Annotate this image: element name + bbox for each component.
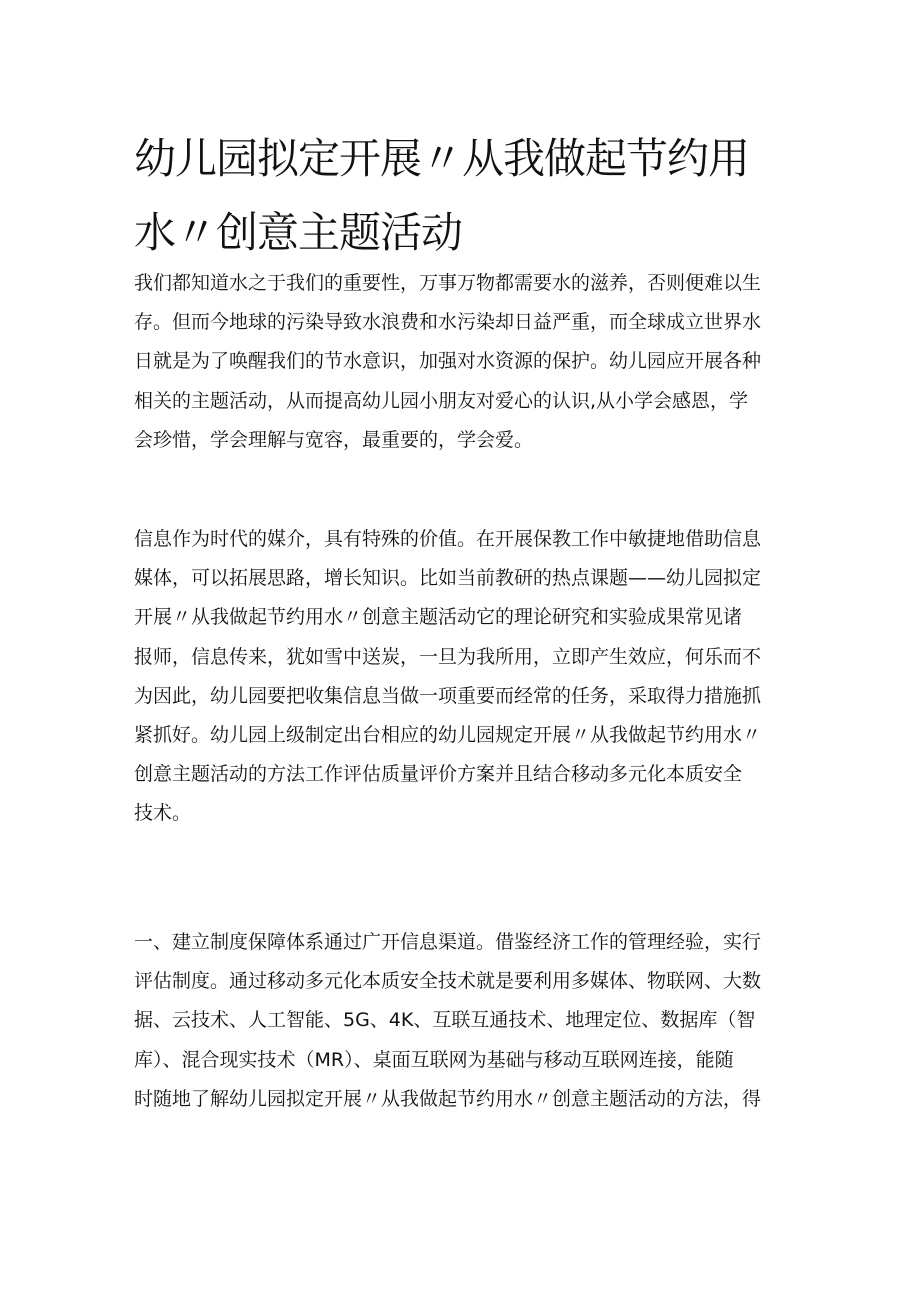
text-line: 创意主题活动的方法工作评估质量评价方案并且结合移动多元化本质安全 (134, 763, 743, 786)
text-line: 技术。 (134, 802, 192, 825)
text-line: 据、云技术、人工智能、5G、4K、互联互通技术、地理定位、数据库（智 (134, 1009, 756, 1032)
title-line: 水〃创意主题活动 (134, 208, 463, 257)
text-line: 评估制度。通过移动多元化本质安全技术就是要利用多媒体、物联网、大数 (134, 970, 762, 993)
text-line: 会珍惜，学会理解与宽容，最重要的，学会爱。 (134, 428, 534, 451)
text-line: 日就是为了唤醒我们的节水意识，加强对水资源的保护。幼儿园应开展各种 (134, 350, 762, 373)
text-line: 紧抓好。幼儿园上级制定出台相应的幼儿园规定开展〃从我做起节约用水〃 (134, 724, 762, 747)
document-title (134, 122, 794, 270)
text-line: 报师，信息传来，犹如雪中送炭，一旦为我所用，立即产生效应，何乐而不 (134, 645, 762, 668)
paragraph-section-one (134, 923, 794, 1119)
text-line: 相关的主题活动，从而提高幼儿园小朋友对爱心的认识,从小学会感恩，学 (134, 389, 749, 412)
text-line: 时随地了解幼儿园拟定开展〃从我做起节约用水〃创意主题活动的方法，得 (134, 1087, 762, 1110)
text-line: 一、建立制度保障体系通过广开信息渠道。借鉴经济工作的管理经验，实行 (134, 931, 762, 953)
paragraph-information (134, 520, 794, 834)
text-line: 媒体，可以拓展思路，增长知识。比如当前教研的热点课题——幼儿园拟定 (134, 567, 762, 590)
text-line: 我们都知道水之于我们的重要性，万事万物都需要水的滋养，否则便难以生 (134, 272, 762, 294)
text-line: 库）、混合现实技术（MR）、桌面互联网为基础与移动互联网连接，能随 (134, 1048, 734, 1071)
title-line: 幼儿园拟定开展〃从我做起节约用 (134, 134, 750, 183)
text-line: 存。但而今地球的污染导致水浪费和水污染却日益严重，而全球成立世界水 (134, 311, 762, 334)
paragraph-intro (134, 264, 794, 460)
text-line: 为因此，幼儿园要把收集信息当做一项重要而经常的任务，采取得力措施抓 (134, 684, 762, 707)
text-line: 信息作为时代的媒介，具有特殊的价值。在开展保教工作中敏捷地借助信息 (134, 528, 762, 550)
text-line: 开展〃从我做起节约用水〃创意主题活动它的理论研究和实验成果常见诸 (134, 606, 743, 629)
